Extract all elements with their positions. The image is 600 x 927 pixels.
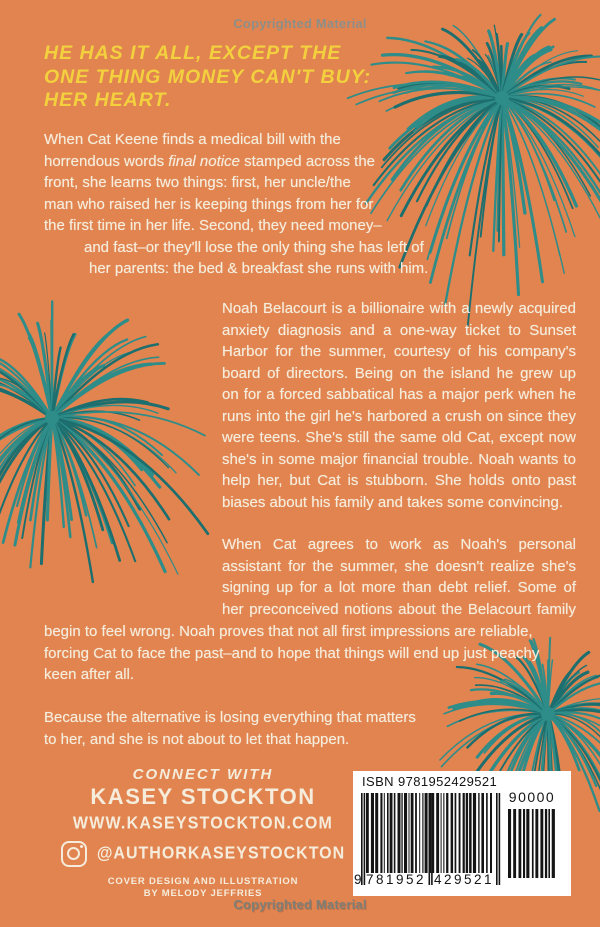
text-line: on for a forced sabbatical has a major perk when he: [222, 386, 576, 403]
ean-digit-group-1: 781952: [366, 872, 427, 887]
credit-line: COVER DESIGN AND ILLUSTRATION: [107, 876, 299, 887]
text-segment: stamped across the: [239, 152, 376, 170]
synopsis-paragraph-3-right-block: [222, 534, 576, 620]
text-line: biases about his family and takes some convincing.: [222, 493, 564, 511]
text-line: begin to feel wrong. Noah proves that not all first impressions are reliable,: [44, 623, 533, 640]
text-line: signing up for a lot more than debt relief. Some of: [222, 579, 576, 596]
text-line: were teens. She's still the same old Cat, except now: [222, 429, 576, 446]
text-line: runs into the girl he's harbored a crush on since they: [222, 407, 576, 425]
credit-line: BY MELODY JEFFRIES: [143, 888, 263, 899]
instagram-handle: @AUTHORKASEYSTOCKTON: [96, 843, 346, 863]
text-line: [44, 151, 428, 173]
text-line: her preconceived notions about the Belacourt family: [222, 600, 576, 618]
tagline-line: HER HEART.: [44, 89, 172, 111]
text-segment: horrendous words: [44, 152, 169, 170]
instagram-row: [42, 841, 364, 867]
ean-digit-group-2: 429521: [433, 872, 495, 887]
text-line: Because the alternative is losing everything that matters: [44, 709, 416, 726]
synopsis-paragraph-1: [44, 129, 428, 280]
text-line: man who raised her is keeping things from her for: [44, 195, 374, 213]
author-website: WWW.KASEYSTOCKTON.COM: [72, 813, 334, 833]
synopsis-paragraph-4: [44, 707, 416, 750]
copyright-notice-top: Copyrighted Material: [233, 16, 367, 31]
text-line: forcing Cat to face the past–and to hope that things will end up just peachy: [44, 644, 540, 662]
text-line: she's in some major financial trouble. Noah wants to: [222, 450, 576, 468]
text-line: and fast–or they'll lose the only thing she has left of: [84, 238, 424, 256]
copyright-notice-bottom: Copyrighted Material: [233, 897, 367, 912]
barcode-addon-code: 90000: [508, 789, 556, 805]
text-line: front, she learns two things: first, her uncle/the: [44, 174, 351, 191]
instagram-icon: [61, 841, 87, 867]
synopsis-paragraph-3-full-width: [44, 621, 584, 686]
text-line: Harbor for the summer, courtesy of his company's: [222, 343, 576, 360]
text-line: assistant for the summer, she doesn't realize she's: [222, 557, 576, 575]
synopsis-paragraph-2: [222, 298, 576, 513]
italic-phrase: final notice: [168, 152, 240, 170]
tagline-headline: [44, 42, 371, 113]
text-line: help her, but Cat is stubborn. She holds onto past: [222, 472, 576, 489]
text-line: Noah Belacourt is a billionaire with a newly acquired: [222, 300, 576, 317]
tagline-line: ONE THING MONEY CAN'T BUY:: [44, 65, 372, 88]
text-line: to her, and she is not about to let that happen.: [44, 730, 350, 748]
isbn-barcode-panel: [353, 771, 571, 896]
text-line: keen after all.: [44, 666, 135, 683]
isbn-number-label: ISBN 9781952429521: [362, 774, 498, 789]
text-line: her parents: the bed & breakfast she runs with him.: [89, 260, 429, 277]
tagline-line: HE HAS IT ALL, EXCEPT THE: [44, 42, 342, 64]
ean-digit-first: 9: [354, 872, 362, 887]
author-name: KASEY STOCKTON: [90, 784, 316, 809]
text-line: When Cat Keene finds a medical bill with the: [44, 131, 341, 148]
text-line: the first time in her life. Second, they need money–: [44, 217, 382, 234]
connect-with-heading: CONNECT WITH: [132, 766, 274, 783]
text-line: When Cat agrees to work as Noah's personal: [222, 536, 576, 553]
text-line: board of directors. Being on the island he grew up: [222, 364, 576, 382]
connect-section: [42, 766, 364, 900]
text-line: anxiety diagnosis and a one-way ticket to Sunset: [222, 321, 576, 339]
